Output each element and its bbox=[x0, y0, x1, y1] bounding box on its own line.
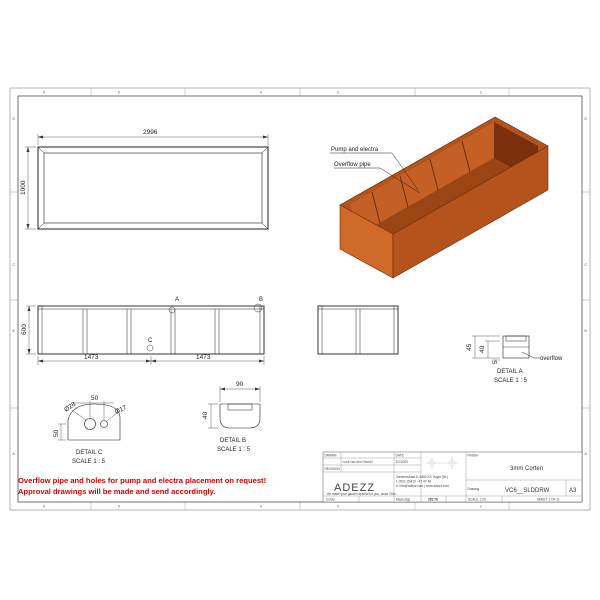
detail-a-marker bbox=[169, 307, 175, 313]
front-half-right-dim: 1473 bbox=[196, 354, 211, 361]
front-view bbox=[21, 297, 264, 365]
detail-b-profile bbox=[220, 404, 260, 428]
tb-finish-label: FINISH bbox=[467, 453, 478, 458]
detail-c-dia-17: Ø17 bbox=[113, 404, 128, 416]
grid-col-label: 2 bbox=[480, 90, 482, 95]
iso-overflow-label: Overflow pipe bbox=[334, 162, 371, 168]
grid-col-label: 6 bbox=[43, 504, 45, 509]
grid-row-label: C bbox=[12, 263, 15, 267]
tb-revision-label: REVISION bbox=[324, 467, 340, 471]
detail-c-marker bbox=[147, 345, 153, 351]
marker-c-label: C bbox=[148, 338, 153, 344]
tb-mass-label: Mass (kg) bbox=[396, 497, 410, 502]
tb-sheet: SHEET 1 OF 11 bbox=[537, 497, 560, 502]
top-view-inner bbox=[44, 153, 262, 223]
tb-sheet-size: A3 bbox=[569, 488, 577, 494]
front-half-left-dim: 1473 bbox=[84, 354, 99, 361]
grid-row-label: A bbox=[12, 452, 15, 456]
marker-b-label: B bbox=[259, 297, 264, 303]
detail-a-dim-5: 5 bbox=[492, 360, 499, 364]
top-view bbox=[20, 129, 268, 229]
detail-c-scale: SCALE 1 : 5 bbox=[72, 459, 106, 465]
grid-row-label: A bbox=[584, 452, 587, 456]
detail-c-hole-large bbox=[85, 419, 96, 430]
tb-colour-label: Colour bbox=[326, 497, 336, 502]
tb-tagline: we make your garden special for you, since 19xx bbox=[327, 492, 396, 496]
side-view bbox=[318, 306, 398, 354]
top-width-dim: 1000 bbox=[20, 180, 27, 195]
detail-b-marker bbox=[254, 304, 262, 312]
detail-c-plate bbox=[68, 404, 120, 440]
detail-c bbox=[53, 395, 128, 465]
detail-c-dia-28: Ø28 bbox=[63, 400, 78, 414]
tb-company-line-3: e. info@adezz.com | www.adezz.com bbox=[396, 484, 449, 488]
detail-b-title: DETAIL B bbox=[220, 438, 247, 444]
detail-b-dim-40: 40 bbox=[202, 411, 209, 419]
tb-company-line-1: Geweerstraat 8, 5482 KX Vught (NL) bbox=[396, 475, 448, 479]
tb-finish: 3mm Corten bbox=[510, 466, 544, 472]
detail-a bbox=[466, 336, 563, 384]
grid-col-label: 4 bbox=[260, 90, 262, 95]
tb-scale: SCALE 1:20 bbox=[468, 497, 486, 502]
detail-a-dim-45: 45 bbox=[466, 343, 473, 351]
grid-col-label: 5 bbox=[118, 504, 120, 509]
detail-b-dim-90: 90 bbox=[236, 381, 244, 388]
front-view-outline bbox=[38, 306, 264, 354]
detail-c-dim-50-h: 50 bbox=[91, 395, 99, 402]
grid-col-label: 3 bbox=[337, 90, 339, 95]
tb-date: 2/2/2020 bbox=[395, 460, 408, 464]
grid-row-label: D bbox=[12, 117, 15, 121]
note-line-2: Approval drawings will be made and send accordingly. bbox=[18, 487, 216, 496]
detail-c-hole-small bbox=[101, 421, 108, 428]
title-block bbox=[323, 452, 582, 502]
grid-col-label: 2 bbox=[480, 504, 482, 509]
isometric-view bbox=[330, 117, 548, 278]
detail-b bbox=[202, 381, 260, 453]
tb-drawing-label: Drawing bbox=[467, 487, 480, 491]
detail-a-dim-40: 40 bbox=[479, 345, 486, 353]
top-length-dim: 2996 bbox=[143, 129, 158, 136]
grid-col-label: 6 bbox=[43, 90, 45, 95]
grid-row-label: B bbox=[584, 329, 587, 333]
tb-date-label: DATE bbox=[395, 453, 404, 458]
tb-company-line-2: t. 0031 (0)410 - 47 47 48 bbox=[396, 479, 432, 484]
tb-drawing-no: VC6__SLDDRW bbox=[505, 488, 550, 494]
grid-col-label: 4 bbox=[260, 504, 262, 509]
note-line-1: Overflow pipe and holes for pump and electra placement on request! bbox=[18, 476, 267, 485]
tb-mass: 282.78 bbox=[428, 497, 438, 502]
detail-a-title: DETAIL A bbox=[497, 369, 523, 375]
grid-col-label: 5 bbox=[118, 90, 120, 95]
grid-col-label: 3 bbox=[337, 504, 339, 509]
detail-a-scale: SCALE 1 : 5 bbox=[494, 378, 528, 384]
detail-c-dim-50-v: 50 bbox=[53, 429, 60, 437]
grid-row-label: D bbox=[584, 117, 587, 121]
detail-c-title: DETAIL C bbox=[76, 450, 103, 456]
side-view-outline bbox=[318, 306, 398, 354]
front-height-dim: 600 bbox=[21, 324, 28, 335]
tb-logo: ADEZZ bbox=[334, 482, 376, 494]
detail-b-scale: SCALE 1 : 5 bbox=[217, 447, 251, 453]
iso-pump-label: Pump and electra bbox=[331, 147, 379, 153]
top-view-outer bbox=[38, 147, 268, 229]
grid-row-label: B bbox=[12, 329, 15, 333]
tb-drawn-label: DRAWN bbox=[324, 453, 337, 458]
grid-row-label: C bbox=[584, 263, 587, 267]
detail-a-overflow-label: overflow bbox=[540, 356, 563, 362]
tb-drawn-by: Luuk van den Heuvel bbox=[342, 460, 373, 464]
marker-a-label: A bbox=[175, 297, 180, 303]
